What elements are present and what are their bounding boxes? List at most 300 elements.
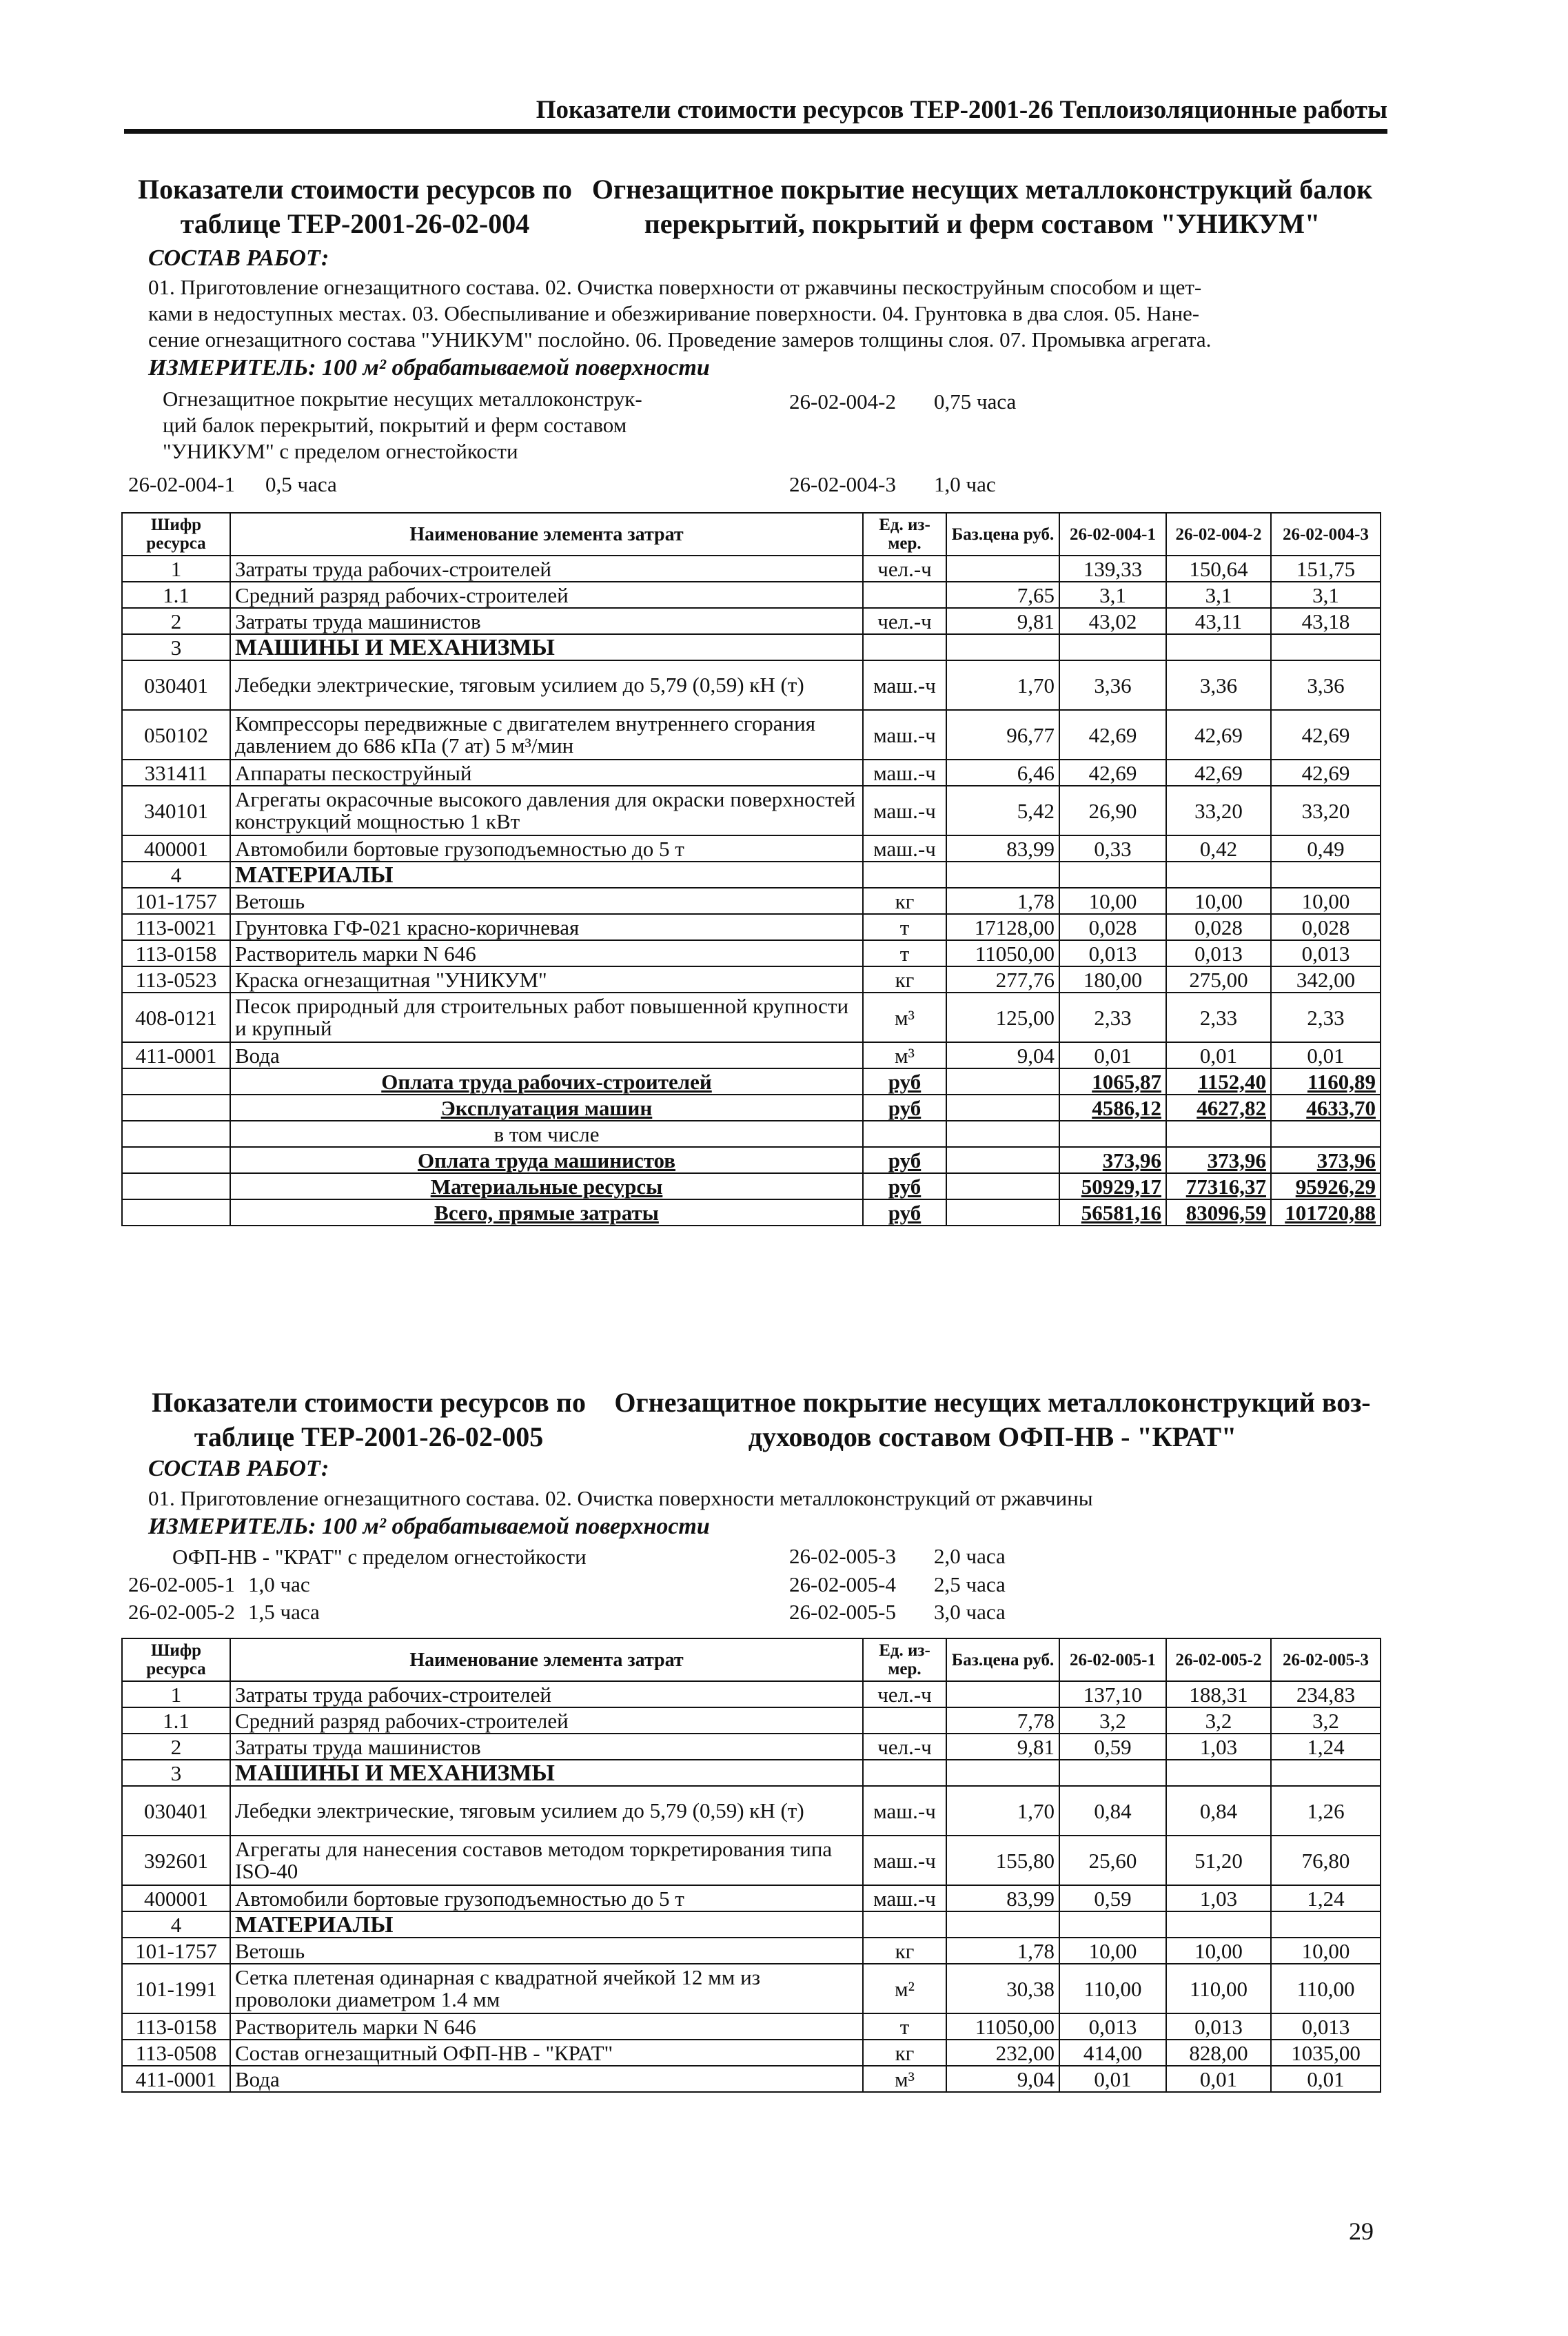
table-cell: 1,78 (946, 1938, 1059, 1964)
table-row (122, 2040, 1381, 2066)
table-cell (946, 1095, 1059, 1121)
s2-description: ОФП-НВ - "КРАТ" с пределом огнестойкости (172, 1545, 587, 1569)
table-row (122, 1760, 1381, 1786)
table-cell: 180,00 (1059, 966, 1166, 993)
table-cell: 2,33 (1166, 993, 1271, 1042)
s2-item-time: 3,0 часа (934, 1600, 1006, 1624)
table-cell: кг (863, 2040, 946, 2066)
table-cell: 10,00 (1059, 888, 1166, 914)
table-cell: 0,028 (1059, 914, 1166, 940)
table-cell (1166, 634, 1271, 660)
table-cell: Вода (230, 1042, 863, 1068)
table-cell: 340101 (122, 786, 230, 835)
table-cell (946, 1760, 1059, 1786)
table-cell: 51,20 (1166, 1836, 1271, 1885)
s1-item-time: 0,5 часа (265, 472, 337, 496)
s2-item-code: 26-02-005-4 (789, 1572, 896, 1596)
table-cell: 113-0158 (122, 940, 230, 966)
s2-composition-label: СОСТАВ РАБОТ: (148, 1456, 329, 1481)
table-cell: 3,1 (1271, 582, 1381, 608)
s2-title-right: Огнезащитное покрытие несущих металлоконструкций воз- духоводов составом ОФП-НВ - "КРАТ" (614, 1387, 1371, 1452)
table-cell: Вода (230, 2066, 863, 2092)
s2-item-time: 2,5 часа (934, 1572, 1006, 1596)
table-cell (1271, 862, 1381, 888)
table-cell: 6,46 (946, 760, 1059, 786)
table-cell: м³ (863, 1042, 946, 1068)
s2-resource-table (121, 1638, 1381, 2093)
table-cell: 1,70 (946, 660, 1059, 710)
table-cell: 155,80 (946, 1836, 1059, 1885)
s1-meter: ИЗМЕРИТЕЛЬ: 100 м² обрабатываемой поверхности (148, 355, 710, 380)
table-row (122, 786, 1381, 835)
table-cell: Затраты труда машинистов (230, 608, 863, 634)
table-cell: 1,03 (1166, 1885, 1271, 1911)
table-cell (946, 1199, 1059, 1226)
table-cell: 0,59 (1059, 1734, 1166, 1760)
table-row (122, 1836, 1381, 1885)
table-cell: 0,028 (1271, 914, 1381, 940)
table-cell: 0,01 (1166, 2066, 1271, 2092)
totals-row (122, 1173, 1381, 1199)
table-cell: Растворитель марки N 646 (230, 940, 863, 966)
table-cell: 42,69 (1059, 760, 1166, 786)
totals-row (122, 1121, 1381, 1147)
s1-description: Огнезащитное покрытие несущих металлоконструк- ций балок перекрытий, покрытий и ферм составом "УНИКУМ" с пределом огнестойкости (163, 387, 642, 463)
table-cell: 1 (122, 1681, 230, 1707)
table-cell: 050102 (122, 710, 230, 760)
table-row (122, 2066, 1381, 2092)
table-cell: 56581,16 (1059, 1199, 1166, 1226)
table-cell (863, 1707, 946, 1734)
table-cell: 33,20 (1166, 786, 1271, 835)
table-row (122, 1911, 1381, 1938)
table-cell: 10,00 (1059, 1938, 1166, 1964)
table-cell: 0,013 (1271, 2013, 1381, 2040)
table-cell: 373,96 (1271, 1147, 1381, 1173)
table-cell: 10,00 (1271, 888, 1381, 914)
col-header: Наименование элемента затрат (230, 513, 863, 556)
table-cell: Песок природный для строительных работ повышенной крупности и крупный (230, 993, 863, 1042)
col-header: Наименование элемента затрат (230, 1638, 863, 1681)
table-cell: 275,00 (1166, 966, 1271, 993)
table-cell: 1.1 (122, 1707, 230, 1734)
table-cell: 0,013 (1166, 2013, 1271, 2040)
table-cell: 95926,29 (1271, 1173, 1381, 1199)
table-cell: 137,10 (1059, 1681, 1166, 1707)
table-cell (946, 556, 1059, 582)
s2-meter: ИЗМЕРИТЕЛЬ: 100 м² обрабатываемой поверхности (148, 1514, 710, 1539)
col-header: Баз.цена руб. (946, 1638, 1059, 1681)
table-cell: маш.-ч (863, 1786, 946, 1836)
table-cell: руб (863, 1173, 946, 1199)
table-cell: 96,77 (946, 710, 1059, 760)
s2-item-code: 26-02-005-2 (128, 1600, 235, 1624)
table-cell: 4 (122, 862, 230, 888)
table-cell: Сетка плетеная одинарная с квадратной ячейкой 12 мм из проволоки диаметром 1.4 мм (230, 1964, 863, 2013)
table-cell (122, 1147, 230, 1173)
table-cell: 3,2 (1166, 1707, 1271, 1734)
table-cell: 101-1991 (122, 1964, 230, 2013)
table-cell: 113-0523 (122, 966, 230, 993)
table-cell: руб (863, 1068, 946, 1095)
s1-item-code: 26-02-004-1 (128, 472, 235, 496)
table-cell: 77316,37 (1166, 1173, 1271, 1199)
table-cell: Затраты труда машинистов (230, 1734, 863, 1760)
table-row (122, 966, 1381, 993)
totals-row (122, 1095, 1381, 1121)
s2-item-time: 1,0 час (248, 1572, 310, 1596)
table-cell (946, 862, 1059, 888)
table-cell: Аппараты пескоструйный (230, 760, 863, 786)
table-cell (946, 1911, 1059, 1938)
table-cell: 342,00 (1271, 966, 1381, 993)
table-cell: 030401 (122, 660, 230, 710)
table-cell: 1,03 (1166, 1734, 1271, 1760)
table-cell: т (863, 914, 946, 940)
table-cell: 26,90 (1059, 786, 1166, 835)
table-cell: Состав огнезащитный ОФП-НВ - "КРАТ" (230, 2040, 863, 2066)
table-cell (122, 1199, 230, 1226)
table-cell: 83096,59 (1166, 1199, 1271, 1226)
col-header: Баз.цена руб. (946, 513, 1059, 556)
table-cell (122, 1173, 230, 1199)
s2-item-code: 26-02-005-5 (789, 1600, 896, 1624)
table-cell (1059, 1121, 1166, 1147)
table-cell: 030401 (122, 1786, 230, 1836)
table-cell: 4586,12 (1059, 1095, 1166, 1121)
table-cell: 4633,70 (1271, 1095, 1381, 1121)
table-row (122, 760, 1381, 786)
table-cell: 0,013 (1166, 940, 1271, 966)
table-cell: 9,04 (946, 2066, 1059, 2092)
table-cell: 1.1 (122, 582, 230, 608)
table-cell: Ветошь (230, 1938, 863, 1964)
table-row (122, 888, 1381, 914)
table-cell: 4627,82 (1166, 1095, 1271, 1121)
table-cell (863, 1121, 946, 1147)
s1-item-code: 26-02-004-3 (789, 472, 896, 496)
table-row (122, 1938, 1381, 1964)
table-cell: 10,00 (1166, 1938, 1271, 1964)
table-cell: 101-1757 (122, 888, 230, 914)
table-cell: 0,028 (1166, 914, 1271, 940)
table-cell: маш.-ч (863, 710, 946, 760)
table-cell: 0,33 (1059, 835, 1166, 862)
table-cell: 0,013 (1059, 940, 1166, 966)
table-cell (1059, 634, 1166, 660)
table-row (122, 556, 1381, 582)
table-cell: маш.-ч (863, 786, 946, 835)
table-cell: 101-1757 (122, 1938, 230, 1964)
table-cell: 113-0508 (122, 2040, 230, 2066)
table-cell: маш.-ч (863, 1885, 946, 1911)
table-row (122, 1885, 1381, 1911)
table-cell: 1,26 (1271, 1786, 1381, 1836)
table-cell: Автомобили бортовые грузоподъемностью до 5 т (230, 1885, 863, 1911)
table-cell: 76,80 (1271, 1836, 1381, 1885)
table-cell: Затраты труда рабочих-строителей (230, 556, 863, 582)
table-cell: Лебедки электрические, тяговым усилием до 5,79 (0,59) кН (т) (230, 660, 863, 710)
table-cell: 0,013 (1059, 2013, 1166, 2040)
table-cell (1166, 862, 1271, 888)
table-cell: Материальные ресурсы (230, 1173, 863, 1199)
s1-composition-text: 01. Приготовление огнезащитного состава. 02. Очистка поверхности от ржавчины пескоструйным способом и щет- ками в недоступных местах. 03. Обеспыливание и обезжиривание поверхности. 04. Грунтовка в два слоя. 05. Нане- сение огнезащитного состава "УНИКУМ" послойно. 06. Проведение замеров толщины слоя. 07. Промывка агрегата. (148, 275, 1212, 352)
table-cell: 3 (122, 634, 230, 660)
table-cell: Средний разряд рабочих-строителей (230, 582, 863, 608)
table-cell: МАТЕРИАЛЫ (230, 862, 863, 888)
table-cell: маш.-ч (863, 835, 946, 862)
table-cell: Грунтовка ГФ-021 красно-коричневая (230, 914, 863, 940)
table-cell (946, 634, 1059, 660)
col-header: Шифр ресурса (122, 1638, 230, 1681)
table-row (122, 1042, 1381, 1068)
table-cell: 11050,00 (946, 940, 1059, 966)
table-cell: 83,99 (946, 1885, 1059, 1911)
table-cell: 408-0121 (122, 993, 230, 1042)
table-cell: 414,00 (1059, 2040, 1166, 2066)
table-cell: 42,69 (1059, 710, 1166, 760)
s2-composition-text: 01. Приготовление огнезащитного состава. 02. Очистка поверхности металлоконструкций от ржавчины (148, 1486, 1093, 1510)
table-cell: 411-0001 (122, 2066, 230, 2092)
table-cell: 1152,40 (1166, 1068, 1271, 1095)
table-row (122, 993, 1381, 1042)
table-cell: 7,65 (946, 582, 1059, 608)
table-cell (1166, 1760, 1271, 1786)
table-cell: 2 (122, 608, 230, 634)
table-cell: МАШИНЫ И МЕХАНИЗМЫ (230, 634, 863, 660)
table-cell: руб (863, 1147, 946, 1173)
table-cell: 1160,89 (1271, 1068, 1381, 1095)
table-cell (1059, 862, 1166, 888)
table-cell (122, 1095, 230, 1121)
table-row (122, 608, 1381, 634)
table-cell: Агрегаты окрасочные высокого давления для окраски поверхностей конструкций мощностью 1 кВт (230, 786, 863, 835)
table-row (122, 1681, 1381, 1707)
table-cell: 33,20 (1271, 786, 1381, 835)
table-cell (946, 1147, 1059, 1173)
table-cell (946, 1068, 1059, 1095)
table-row (122, 2013, 1381, 2040)
table-cell: 43,02 (1059, 608, 1166, 634)
header-rule (124, 129, 1387, 134)
table-cell: 3,2 (1271, 1707, 1381, 1734)
table-cell: 42,69 (1271, 760, 1381, 786)
table-cell: МАШИНЫ И МЕХАНИЗМЫ (230, 1760, 863, 1786)
table-cell: 3,2 (1059, 1707, 1166, 1734)
table-cell: 0,84 (1059, 1786, 1166, 1836)
table-cell (1166, 1121, 1271, 1147)
table-row (122, 862, 1381, 888)
table-cell: 17128,00 (946, 914, 1059, 940)
table-cell: т (863, 2013, 946, 2040)
table-cell: 42,69 (1271, 710, 1381, 760)
table-cell (863, 634, 946, 660)
table-cell: 10,00 (1271, 1938, 1381, 1964)
table-cell: маш.-ч (863, 660, 946, 710)
s1-item-time: 1,0 час (934, 472, 996, 496)
table-cell: м³ (863, 993, 946, 1042)
table-cell: маш.-ч (863, 1836, 946, 1885)
table-cell: 234,83 (1271, 1681, 1381, 1707)
table-cell: 0,01 (1271, 2066, 1381, 2092)
table-header-row (122, 1638, 1381, 1681)
table-cell: кг (863, 1938, 946, 1964)
table-cell: 3,1 (1166, 582, 1271, 608)
table-cell: 400001 (122, 835, 230, 862)
table-cell: 392601 (122, 1836, 230, 1885)
col-header: 26-02-005-3 (1271, 1638, 1381, 1681)
table-cell: Оплата труда рабочих-строителей (230, 1068, 863, 1095)
table-cell: чел.-ч (863, 556, 946, 582)
table-cell: 3,36 (1166, 660, 1271, 710)
table-cell: Агрегаты для нанесения составов методом торкретирования типа ISO-40 (230, 1836, 863, 1885)
table-cell: 0,01 (1059, 1042, 1166, 1068)
table-cell: 373,96 (1166, 1147, 1271, 1173)
totals-row (122, 1147, 1381, 1173)
table-cell: 0,01 (1271, 1042, 1381, 1068)
table-cell: 0,01 (1166, 1042, 1271, 1068)
table-cell: Ветошь (230, 888, 863, 914)
table-cell: 11050,00 (946, 2013, 1059, 2040)
s1-item-time: 0,75 часа (934, 389, 1017, 414)
table-cell: 151,75 (1271, 556, 1381, 582)
table-row (122, 634, 1381, 660)
table-cell: Оплата труда машинистов (230, 1147, 863, 1173)
table-cell: чел.-ч (863, 1734, 946, 1760)
table-cell: 110,00 (1271, 1964, 1381, 2013)
table-cell: в том числе (230, 1121, 863, 1147)
table-cell (946, 1173, 1059, 1199)
s1-title-left: Показатели стоимости ресурсов по таблице ТЕР-2001-26-02-004 (138, 174, 572, 239)
table-cell: 42,69 (1166, 710, 1271, 760)
table-cell: 113-0021 (122, 914, 230, 940)
table-cell: 9,81 (946, 1734, 1059, 1760)
table-cell: 110,00 (1059, 1964, 1166, 2013)
table-cell: 2 (122, 1734, 230, 1760)
table-cell: Средний разряд рабочих-строителей (230, 1707, 863, 1734)
s2-item-code: 26-02-005-1 (128, 1572, 235, 1596)
table-cell: Затраты труда рабочих-строителей (230, 1681, 863, 1707)
table-cell: руб (863, 1095, 946, 1121)
table-cell: 0,49 (1271, 835, 1381, 862)
table-cell: 0,84 (1166, 1786, 1271, 1836)
table-cell: 373,96 (1059, 1147, 1166, 1173)
table-cell: 0,42 (1166, 835, 1271, 862)
table-cell: 3 (122, 1760, 230, 1786)
table-cell: 110,00 (1166, 1964, 1271, 2013)
table-row (122, 1786, 1381, 1836)
table-cell: 42,69 (1166, 760, 1271, 786)
table-cell: 83,99 (946, 835, 1059, 862)
table-cell: 43,18 (1271, 608, 1381, 634)
table-row (122, 1707, 1381, 1734)
table-cell: 43,11 (1166, 608, 1271, 634)
table-cell: Лебедки электрические, тяговым усилием до 5,79 (0,59) кН (т) (230, 1786, 863, 1836)
col-header: 26-02-004-1 (1059, 513, 1166, 556)
table-cell: 25,60 (1059, 1836, 1166, 1885)
table-cell: 0,59 (1059, 1885, 1166, 1911)
table-cell: 1,24 (1271, 1885, 1381, 1911)
table-cell: 9,04 (946, 1042, 1059, 1068)
table-cell (863, 1760, 946, 1786)
table-cell: Эксплуатация машин (230, 1095, 863, 1121)
table-cell: МАТЕРИАЛЫ (230, 1911, 863, 1938)
table-cell: 0,01 (1059, 2066, 1166, 2092)
table-cell: кг (863, 888, 946, 914)
s1-item-code: 26-02-004-2 (789, 389, 896, 414)
table-cell: 2,33 (1059, 993, 1166, 1042)
table-cell: 0,013 (1271, 940, 1381, 966)
col-header: Ед. из-мер. (863, 513, 946, 556)
table-cell: Автомобили бортовые грузоподъемностью до 5 т (230, 835, 863, 862)
table-cell: 3,36 (1271, 660, 1381, 710)
totals-row (122, 1199, 1381, 1226)
s2-item-time: 2,0 часа (934, 1544, 1006, 1568)
table-row (122, 582, 1381, 608)
table-cell: 1,78 (946, 888, 1059, 914)
table-cell: 10,00 (1166, 888, 1271, 914)
table-cell: Компрессоры передвижные с двигателем внутреннего сгорания давлением до 686 кПа (7 ат) 5 м³/мин (230, 710, 863, 760)
table-cell (1059, 1911, 1166, 1938)
table-cell (946, 1681, 1059, 1707)
table-cell: 139,33 (1059, 556, 1166, 582)
table-cell: 113-0158 (122, 2013, 230, 2040)
s1-resource-table (121, 512, 1381, 1226)
table-cell (1271, 1121, 1381, 1147)
col-header: 26-02-005-2 (1166, 1638, 1271, 1681)
table-cell: кг (863, 966, 946, 993)
table-cell (863, 1911, 946, 1938)
s2-item-time: 1,5 часа (248, 1600, 320, 1624)
table-row (122, 660, 1381, 710)
table-cell: чел.-ч (863, 1681, 946, 1707)
page-number: 29 (1349, 2217, 1374, 2245)
table-cell: руб (863, 1199, 946, 1226)
table-cell: 411-0001 (122, 1042, 230, 1068)
table-cell: 188,31 (1166, 1681, 1271, 1707)
table-cell: 1 (122, 556, 230, 582)
table-cell: 125,00 (946, 993, 1059, 1042)
table-row (122, 1964, 1381, 2013)
table-cell: 1065,87 (1059, 1068, 1166, 1095)
s1-composition-label: СОСТАВ РАБОТ: (148, 245, 329, 271)
table-row (122, 914, 1381, 940)
table-cell: 9,81 (946, 608, 1059, 634)
table-cell: 277,76 (946, 966, 1059, 993)
table-row (122, 835, 1381, 862)
table-cell (1271, 1911, 1381, 1938)
table-cell (122, 1068, 230, 1095)
table-header-row (122, 513, 1381, 556)
table-cell: 3,1 (1059, 582, 1166, 608)
table-cell: 232,00 (946, 2040, 1059, 2066)
table-cell (1271, 634, 1381, 660)
table-cell: м² (863, 1964, 946, 2013)
s2-item-code: 26-02-005-3 (789, 1544, 896, 1568)
table-cell: 4 (122, 1911, 230, 1938)
table-row (122, 940, 1381, 966)
col-header: Ед. из-мер. (863, 1638, 946, 1681)
table-cell (1166, 1911, 1271, 1938)
table-cell (1271, 1760, 1381, 1786)
s1-title-right: Огнезащитное покрытие несущих металлоконструкций балок перекрытий, покрытий и ферм составом "УНИКУМ" (591, 174, 1373, 239)
col-header: 26-02-004-3 (1271, 513, 1381, 556)
table-cell: 7,78 (946, 1707, 1059, 1734)
table-cell: 400001 (122, 1885, 230, 1911)
table-cell: 101720,88 (1271, 1199, 1381, 1226)
col-header: 26-02-004-2 (1166, 513, 1271, 556)
table-cell: 1,70 (946, 1786, 1059, 1836)
